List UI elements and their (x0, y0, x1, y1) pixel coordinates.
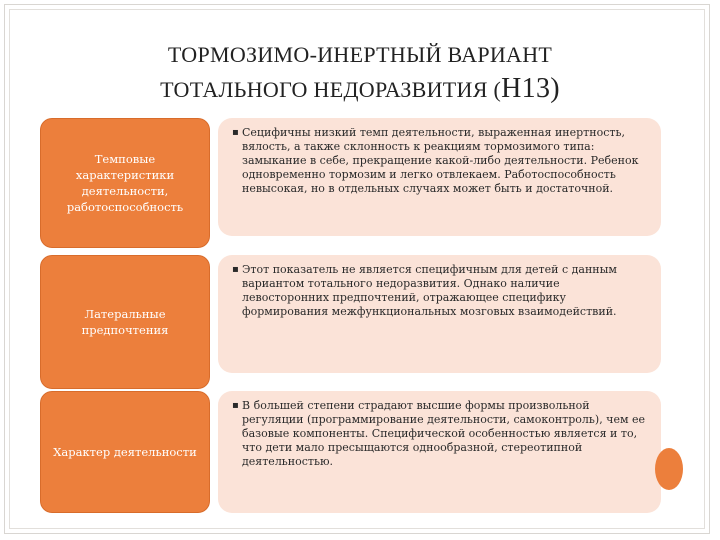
bullet-item (232, 263, 647, 319)
title-line-2-main: ТОТАЛЬНОГО НЕДОРАЗВИТИЯ ( (160, 77, 502, 102)
row-description-box (218, 391, 661, 513)
bullet-item (232, 126, 647, 196)
row-description: В большей степени страдают высшие формы произвольной регуляции (программирование деятельности, самоконтроль), чем ее базовые компоненты. Специфической особенностью является и то, что дети мало пресыщаются однообразной, стереотипной деятельностью. (242, 399, 646, 468)
title-line-1: ТОРМОЗИМО-ИНЕРТНЫЙ ВАРИАНТ (167, 42, 553, 67)
row-label: Характер деятельности (53, 445, 197, 459)
row-label: Темповые характеристики деятельности, работоспособность (66, 152, 184, 214)
row-label-box (40, 118, 210, 248)
row-label: Латеральные предпочтения (81, 307, 169, 337)
row-description: Этот показатель не является специфичным для детей с данным вариантом тотального недоразвития. Однако наличие левосторонних предпочтений, отражающее специфику формирования межфункциональных мозговых взаимодействий. (242, 263, 617, 318)
title-line-2-code: Н13) (501, 73, 560, 104)
slide-title (100, 38, 620, 107)
title-line-2 (100, 72, 620, 107)
bullet-icon: ▪ (232, 127, 239, 138)
bullet-icon: ▪ (232, 264, 239, 275)
row-label-box (40, 391, 210, 513)
bullet-item (232, 399, 647, 469)
row-description-box (218, 255, 661, 373)
decorative-orange-circle (655, 448, 683, 490)
bullet-icon: ▪ (232, 400, 239, 411)
row-description: Сецифичны низкий темп деятельности, выраженная инертность, вялость, а также склонность к реакциям тормозимого типа: замыкание в себе, прекращение какой-либо деятельности. Ребенок одновременно тормозим и легко отвлекаем. Работоспособность невысокая, но в отдельных случаях может быть и достаточной. (242, 126, 639, 195)
row-label-box (40, 255, 210, 389)
row-description-box (218, 118, 661, 236)
